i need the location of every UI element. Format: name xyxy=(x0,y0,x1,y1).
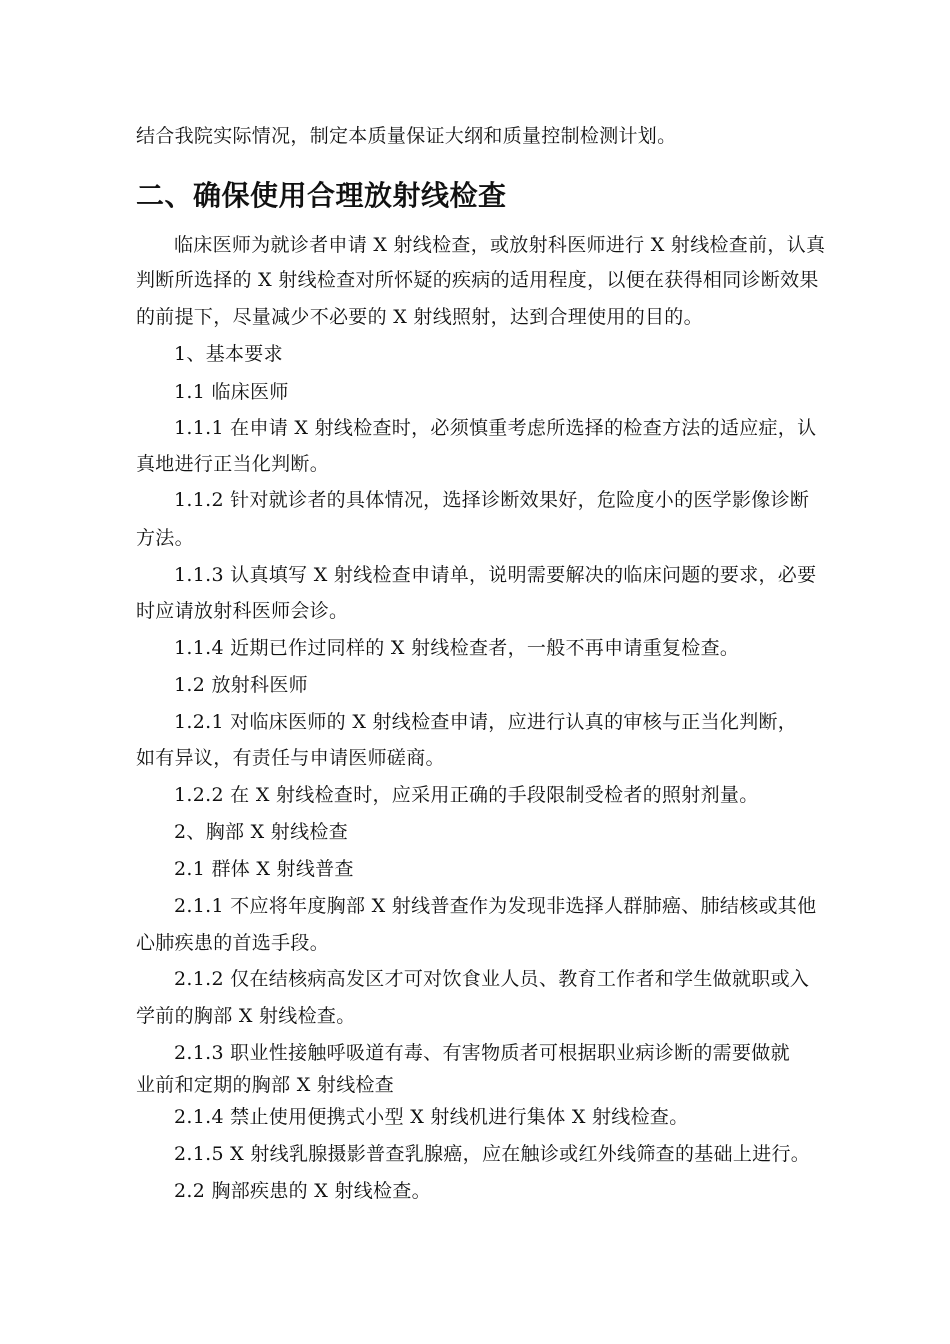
item-heading: 2、胸部 X 射线检查 xyxy=(174,821,348,843)
item-line: 1.2.1 对临床医师的 X 射线检查申请，应进行认真的审核与正当化判断， xyxy=(174,711,798,733)
intro-continuation: 结合我院实际情况，制定本质量保证大纲和质量控制检测计划。 xyxy=(136,125,677,147)
item-line: 2.2 胸部疾患的 X 射线检查。 xyxy=(174,1180,431,1202)
item-line: 1.2.2 在 X 射线检查时，应采用正确的手段限制受检者的照射剂量。 xyxy=(174,784,759,806)
item-line: 业前和定期的胸部 X 射线检查 xyxy=(136,1074,395,1096)
item-line: 1.1.2 针对就诊者的具体情况，选择诊断效果好，危险度小的医学影像诊断 xyxy=(174,489,810,511)
item-line: 2.1.2 仅在结核病高发区才可对饮食业人员、教育工作者和学生做就职或入 xyxy=(174,968,810,990)
item-heading: 1.1 临床医师 xyxy=(174,381,289,403)
item-line: 2.1.1 不应将年度胸部 X 射线普查作为发现非选择人群肺癌、肺结核或其他 xyxy=(174,895,817,917)
item-line: 如有异议，有责任与申请医师磋商。 xyxy=(136,747,445,769)
item-heading: 2.1 群体 X 射线普查 xyxy=(174,858,354,880)
item-line: 学前的胸部 X 射线检查。 xyxy=(136,1005,356,1027)
item-line: 2.1.5 X 射线乳腺摄影普查乳腺癌，应在触诊或红外线筛查的基础上进行。 xyxy=(174,1143,811,1165)
item-line: 2.1.4 禁止使用便携式小型 X 射线机进行集体 X 射线检查。 xyxy=(174,1106,689,1128)
item-heading: 1、基本要求 xyxy=(174,343,283,365)
paragraph-line: 的前提下，尽量减少不必要的 X 射线照射，达到合理使用的目的。 xyxy=(136,306,703,328)
item-line: 1.1.3 认真填写 X 射线检查申请单，说明需要解决的临床问题的要求，必要 xyxy=(174,564,817,586)
item-line: 心肺疾患的首选手段。 xyxy=(136,932,330,954)
item-line: 时应请放射科医师会诊。 xyxy=(136,600,349,622)
paragraph-line: 临床医师为就诊者申请 X 射线检查，或放射科医师进行 X 射线检查前，认真 xyxy=(174,234,826,256)
item-line: 真地进行正当化判断。 xyxy=(136,453,330,475)
item-line: 1.1.4 近期已作过同样的 X 射线检查者，一般不再申请重复检查。 xyxy=(174,637,740,659)
paragraph-line: 判断所选择的 X 射线检查对所怀疑的疾病的适用程度，以便在获得相同诊断效果 xyxy=(136,269,819,291)
item-line: 1.1.1 在申请 X 射线检查时，必须慎重考虑所选择的检查方法的适应症，认 xyxy=(174,417,817,439)
item-line: 方法。 xyxy=(136,527,194,549)
item-line: 2.1.3 职业性接触呼吸道有毒、有害物质者可根据职业病诊断的需要做就 xyxy=(174,1042,790,1064)
item-heading: 1.2 放射科医师 xyxy=(174,674,308,696)
section-heading: 二、确保使用合理放射线检查 xyxy=(136,179,507,212)
